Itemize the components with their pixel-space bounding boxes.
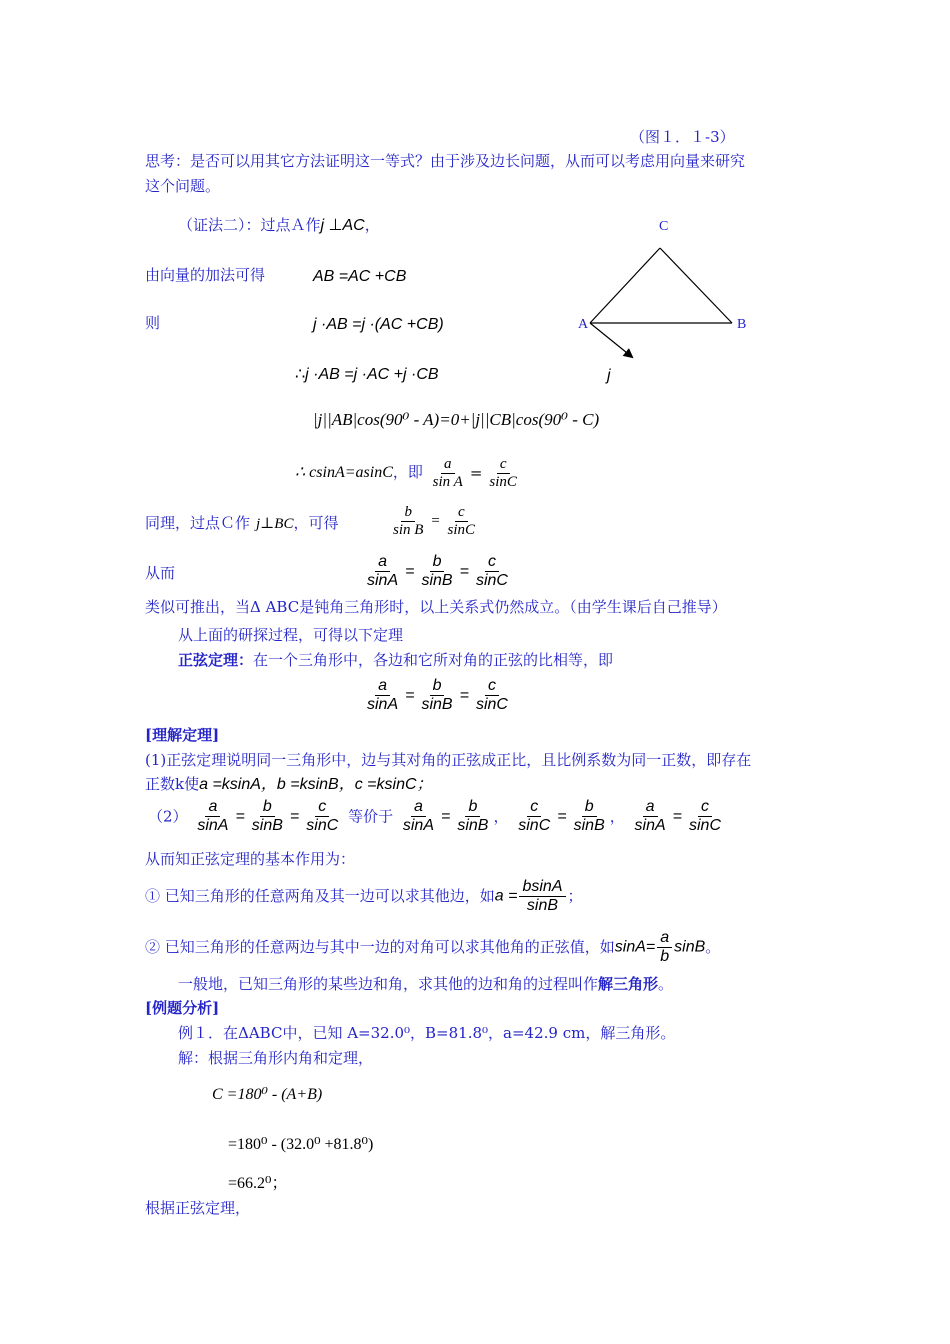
- c-line-3: =66.2⁰；: [228, 1175, 288, 1192]
- from-above-text: 从上面的研探过程，可得以下定理: [178, 626, 404, 644]
- general-end: 。: [658, 975, 674, 993]
- csin-equation: ∴ csinA=asinC: [295, 464, 393, 481]
- c-line-2: =180⁰ - (32.0⁰ +81.8⁰): [228, 1136, 374, 1153]
- label-b: B: [737, 317, 747, 332]
- congge-text: 从而: [145, 564, 176, 582]
- u2-eq-full: $\frac{a}{\sin A}$ = $\frac{b}{\sin B}$ = $\frac{c}{\sin C}$: [197, 798, 339, 834]
- law-of-sines-2: $\frac{a}{\sin A}$ = $\frac{b}{\sin B}$ = $\frac{c}{\sin C}$: [367, 677, 508, 713]
- general-line: [178, 975, 673, 993]
- understand-1-line-2: [145, 775, 433, 794]
- same-reasoning-text: [145, 514, 338, 533]
- label-j: j: [607, 367, 611, 384]
- by-sine-text: 根据正弦定理，: [145, 1199, 251, 1217]
- fraction-a-sinA: $\frac{a}{\text{sin A}}$: [432, 456, 463, 490]
- figure-caption: （图１．１-3）: [630, 128, 735, 146]
- use1-fraction: $\frac{bsinA}{\sin B}$: [519, 878, 565, 914]
- same-text: 同理，过点Ｃ作: [145, 514, 251, 532]
- basic-role-text: 从而知正弦定理的基本作用为：: [145, 850, 356, 868]
- proof2-condition: j ⊥AC: [320, 217, 365, 234]
- think-line-1: 思考：是否可以用其它方法证明这一等式？由于涉及边长问题，从而可以考虑用向量来研究: [145, 152, 746, 170]
- cos-equation: |j||AB|cos(90⁰ - A)=0+|j||CB|cos(90⁰ - C): [313, 410, 600, 429]
- u1-equations: a =ksinA，b =ksinB，c =ksinC；: [199, 776, 433, 793]
- u1-prefix: 正数k使: [145, 775, 200, 793]
- same-condition: j⊥BC: [256, 516, 294, 532]
- then-equation: j ·AB =j ·(AC +CB): [313, 316, 444, 333]
- csin-line: ∴ csinA=asinC，即 $\frac{a}{\text{sin A}}$ = $\frac{c}{\sin C}$: [295, 456, 522, 490]
- understand-2: （2） $\frac{a}{\sin A}$ = $\frac{b}{\sin B}$ = $\frac{c}{\sin C}$ 等价于 $\frac{a}{\sin A}$ = $\frac{b}{\sin B}$ ， $\frac{c}{\sin C}$ = $\frac{b}{\sin B}$ ， $\frac{a}{\sin A}$ = $\frac{c}{\sin C}$: [148, 798, 726, 834]
- u2-eq-ac: $\frac{a}{\sin A}$ = $\frac{c}{\sin C}$: [634, 798, 722, 834]
- use2-text: ② 已知三角形的任意两边与其中一边的对角可以求其他角的正弦值，如: [145, 938, 615, 957]
- fraction-c-sinC: $\frac{c}{\sin C}$: [489, 456, 517, 490]
- label-a: A: [578, 317, 589, 332]
- general-bold: 解三角形: [598, 975, 659, 993]
- vector-j-arrow: [590, 323, 632, 357]
- use1-text: ① 已知三角形的任意两角及其一边可以求其他边，如: [145, 887, 495, 906]
- triangle-diagram: [570, 210, 760, 390]
- example-heading: [例题分析]: [145, 999, 220, 1017]
- fraction-b-sinB-eq: $\frac{b}{\text{sin B}}$ = $\frac{c}{\sin C}$: [393, 504, 476, 538]
- theorem-label: 正弦定理：: [178, 651, 254, 669]
- proof2-intro: [178, 216, 380, 235]
- u2-eq-ab: $\frac{a}{\sin A}$ = $\frac{b}{\sin B}$: [402, 798, 489, 834]
- use-1: ① 已知三角形的任意两角及其一边可以求其他边，如a = $\frac{bsinA}{\sin B}$ ；: [145, 878, 583, 914]
- side-cb: [660, 248, 732, 323]
- similar-text: 类似可推出，当Δ ABC是钝角三角形时，以上关系式仍然成立。（由学生课后自己推导）: [145, 598, 727, 616]
- equiv-text: 等价于: [348, 807, 394, 826]
- label-c: C: [659, 219, 669, 234]
- think-line-2: 这个问题。: [145, 177, 221, 195]
- c-line-1: C =180⁰ - (A+B): [212, 1086, 323, 1103]
- theorem-text: 在一个三角形中，各边和它所对角的正弦的比相等，即: [253, 651, 614, 669]
- u2-prefix: （2）: [148, 807, 188, 826]
- comma: ，: [364, 216, 380, 234]
- understand-1-line-1: (1)正弦定理说明同一三角形中，边与其对角的正弦成正比，且比例系数为同一正数，即存在: [145, 751, 752, 769]
- side-ac: [590, 248, 660, 323]
- use2-fraction: $\frac{a}{b}$: [657, 929, 672, 965]
- kede-text: ，可得: [293, 514, 339, 532]
- understand-heading: [理解定理]: [145, 726, 220, 744]
- proof2-intro-text: （证法二）：过点Ａ作: [178, 216, 321, 234]
- ji-text: ，即: [392, 463, 423, 481]
- law-of-sines-1: $\frac{a}{\sin A}$ = $\frac{b}{\sin B}$ = $\frac{c}{\sin C}$: [367, 553, 508, 589]
- vector-addition-text: 由向量的加法可得: [145, 266, 266, 284]
- u2-eq-cb: $\frac{c}{\sin C}$ = $\frac{b}{\sin B}$: [518, 798, 605, 834]
- use-2: ② 已知三角形的任意两边与其中一边的对角可以求其他角的正弦值，如sinA= $\frac{a}{b}$ sinB。: [145, 929, 721, 965]
- therefore-equation: ∴j ·AB =j ·AC +j ·CB: [295, 366, 439, 383]
- example-1: 例１．在ΔABC中，已知 A=32.0⁰，B=81.8⁰，a=42.9 cm，解三角形。: [178, 1024, 676, 1042]
- solution-text: 解：根据三角形内角和定理，: [178, 1049, 374, 1067]
- general-text: 一般地，已知三角形的某些边和角，求其他的边和角的过程叫作: [178, 975, 599, 993]
- vector-addition-equation: AB =AC +CB: [313, 268, 407, 285]
- theorem-line: [178, 651, 613, 669]
- then-text: 则: [145, 314, 161, 332]
